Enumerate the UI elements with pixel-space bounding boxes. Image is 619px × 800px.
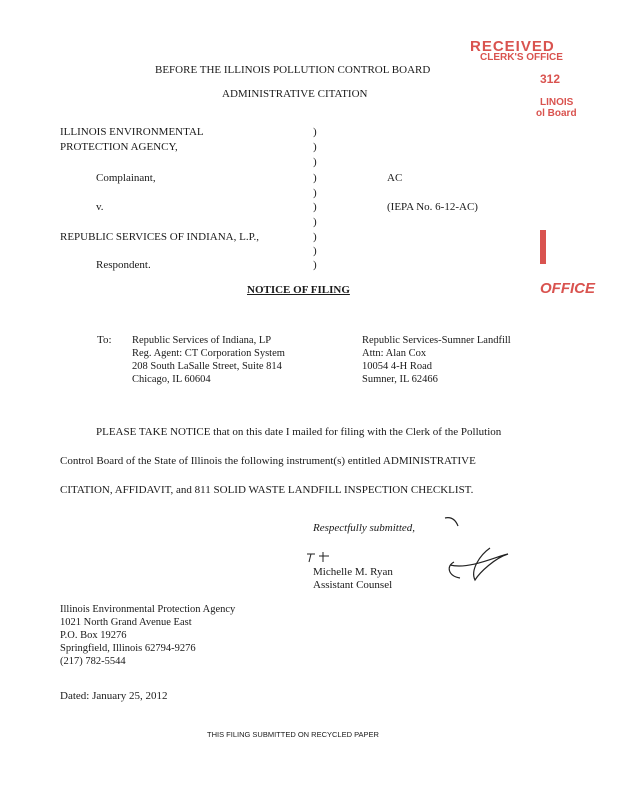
agency-address-line3: P.O. Box 19276 bbox=[60, 630, 127, 641]
recipient-1-line3: 208 South LaSalle Street, Suite 814 bbox=[132, 361, 282, 372]
caption-paren: ) bbox=[313, 141, 317, 153]
case-number-ac: AC bbox=[387, 172, 403, 184]
caption-paren: ) bbox=[313, 156, 317, 168]
caption-paren: ) bbox=[313, 245, 317, 257]
notice-paragraph-line2: Control Board of the State of Illinois the following instrument(s) entitled ADMINISTRATIVE bbox=[60, 455, 476, 467]
document-type: ADMINISTRATIVE CITATION bbox=[222, 88, 368, 100]
dated: Dated: January 25, 2012 bbox=[60, 690, 168, 702]
received-stamp: RECEIVED bbox=[470, 38, 555, 55]
recipient-2-line3: 10054 4-H Road bbox=[362, 361, 432, 372]
iepa-number: (IEPA No. 6-12-AC) bbox=[387, 201, 478, 213]
recipient-2-line2: Attn: Alan Cox bbox=[362, 348, 427, 359]
caption-paren: ) bbox=[313, 172, 317, 184]
notice-title: NOTICE OF FILING bbox=[247, 284, 350, 296]
recipient-2-line1: Republic Services-Sumner Landfill bbox=[362, 335, 511, 346]
respondent-role: Respondent. bbox=[96, 259, 151, 271]
recipient-1-line2: Reg. Agent: CT Corporation System bbox=[132, 348, 285, 359]
agency-address-line4: Springfield, Illinois 62794-9276 bbox=[60, 643, 196, 654]
respondent-name: REPUBLIC SERVICES OF INDIANA, L.P., bbox=[60, 231, 259, 243]
board-title: BEFORE THE ILLINOIS POLLUTION CONTROL BOARD bbox=[155, 64, 431, 76]
versus: v. bbox=[96, 201, 104, 213]
stamp-board-fragment: ol Board bbox=[536, 108, 577, 119]
complainant-role: Complainant, bbox=[96, 172, 156, 184]
agency-address-line2: 1021 North Grand Avenue East bbox=[60, 617, 192, 628]
recipient-2-line4: Sumner, IL 62466 bbox=[362, 374, 438, 385]
recipient-address-2 bbox=[362, 334, 511, 386]
caption-paren: ) bbox=[313, 187, 317, 199]
agency-address bbox=[60, 603, 235, 668]
clerks-office-stamp: CLERK'S OFFICE bbox=[480, 52, 563, 63]
complainant-name-line1: ILLINOIS ENVIRONMENTAL bbox=[60, 126, 204, 138]
caption-paren: ) bbox=[313, 231, 317, 243]
notice-paragraph-line3: CITATION, AFFIDAVIT, and 811 SOLID WASTE LANDFILL INSPECTION CHECKLIST. bbox=[60, 484, 474, 496]
handwritten-signature bbox=[440, 510, 520, 585]
to-label: To: bbox=[97, 334, 112, 346]
agency-address-line1: Illinois Environmental Protection Agency bbox=[60, 604, 236, 615]
stamp-state-fragment: LINOIS bbox=[540, 97, 574, 108]
closing: Respectfully submitted, bbox=[313, 522, 416, 534]
notice-paragraph-line1: PLEASE TAKE NOTICE that on this date I mailed for filing with the Clerk of the Pollution bbox=[96, 426, 502, 438]
recipient-1-line4: Chicago, IL 60604 bbox=[132, 374, 211, 385]
agency-address-line5: (217) 782-5544 bbox=[60, 656, 126, 667]
stamp-mark bbox=[540, 230, 546, 264]
caption-paren: ) bbox=[313, 126, 317, 138]
signer-name: Michelle M. Ryan bbox=[313, 566, 393, 578]
recipient-address-1 bbox=[132, 334, 285, 386]
signer-title: Assistant Counsel bbox=[313, 579, 393, 591]
stamp-office-fragment: OFFICE bbox=[540, 280, 595, 297]
signature-initials bbox=[305, 548, 345, 568]
complainant-name-line2: PROTECTION AGENCY, bbox=[60, 141, 178, 153]
stamp-year-fragment: 312 bbox=[540, 72, 561, 86]
recipient-1-line1: Republic Services of Indiana, LP bbox=[132, 335, 272, 346]
footer-note: THIS FILING SUBMITTED ON RECYCLED PAPER bbox=[207, 730, 379, 739]
caption-paren: ) bbox=[313, 216, 317, 228]
caption-paren: ) bbox=[313, 201, 317, 213]
caption-paren: ) bbox=[313, 259, 317, 271]
